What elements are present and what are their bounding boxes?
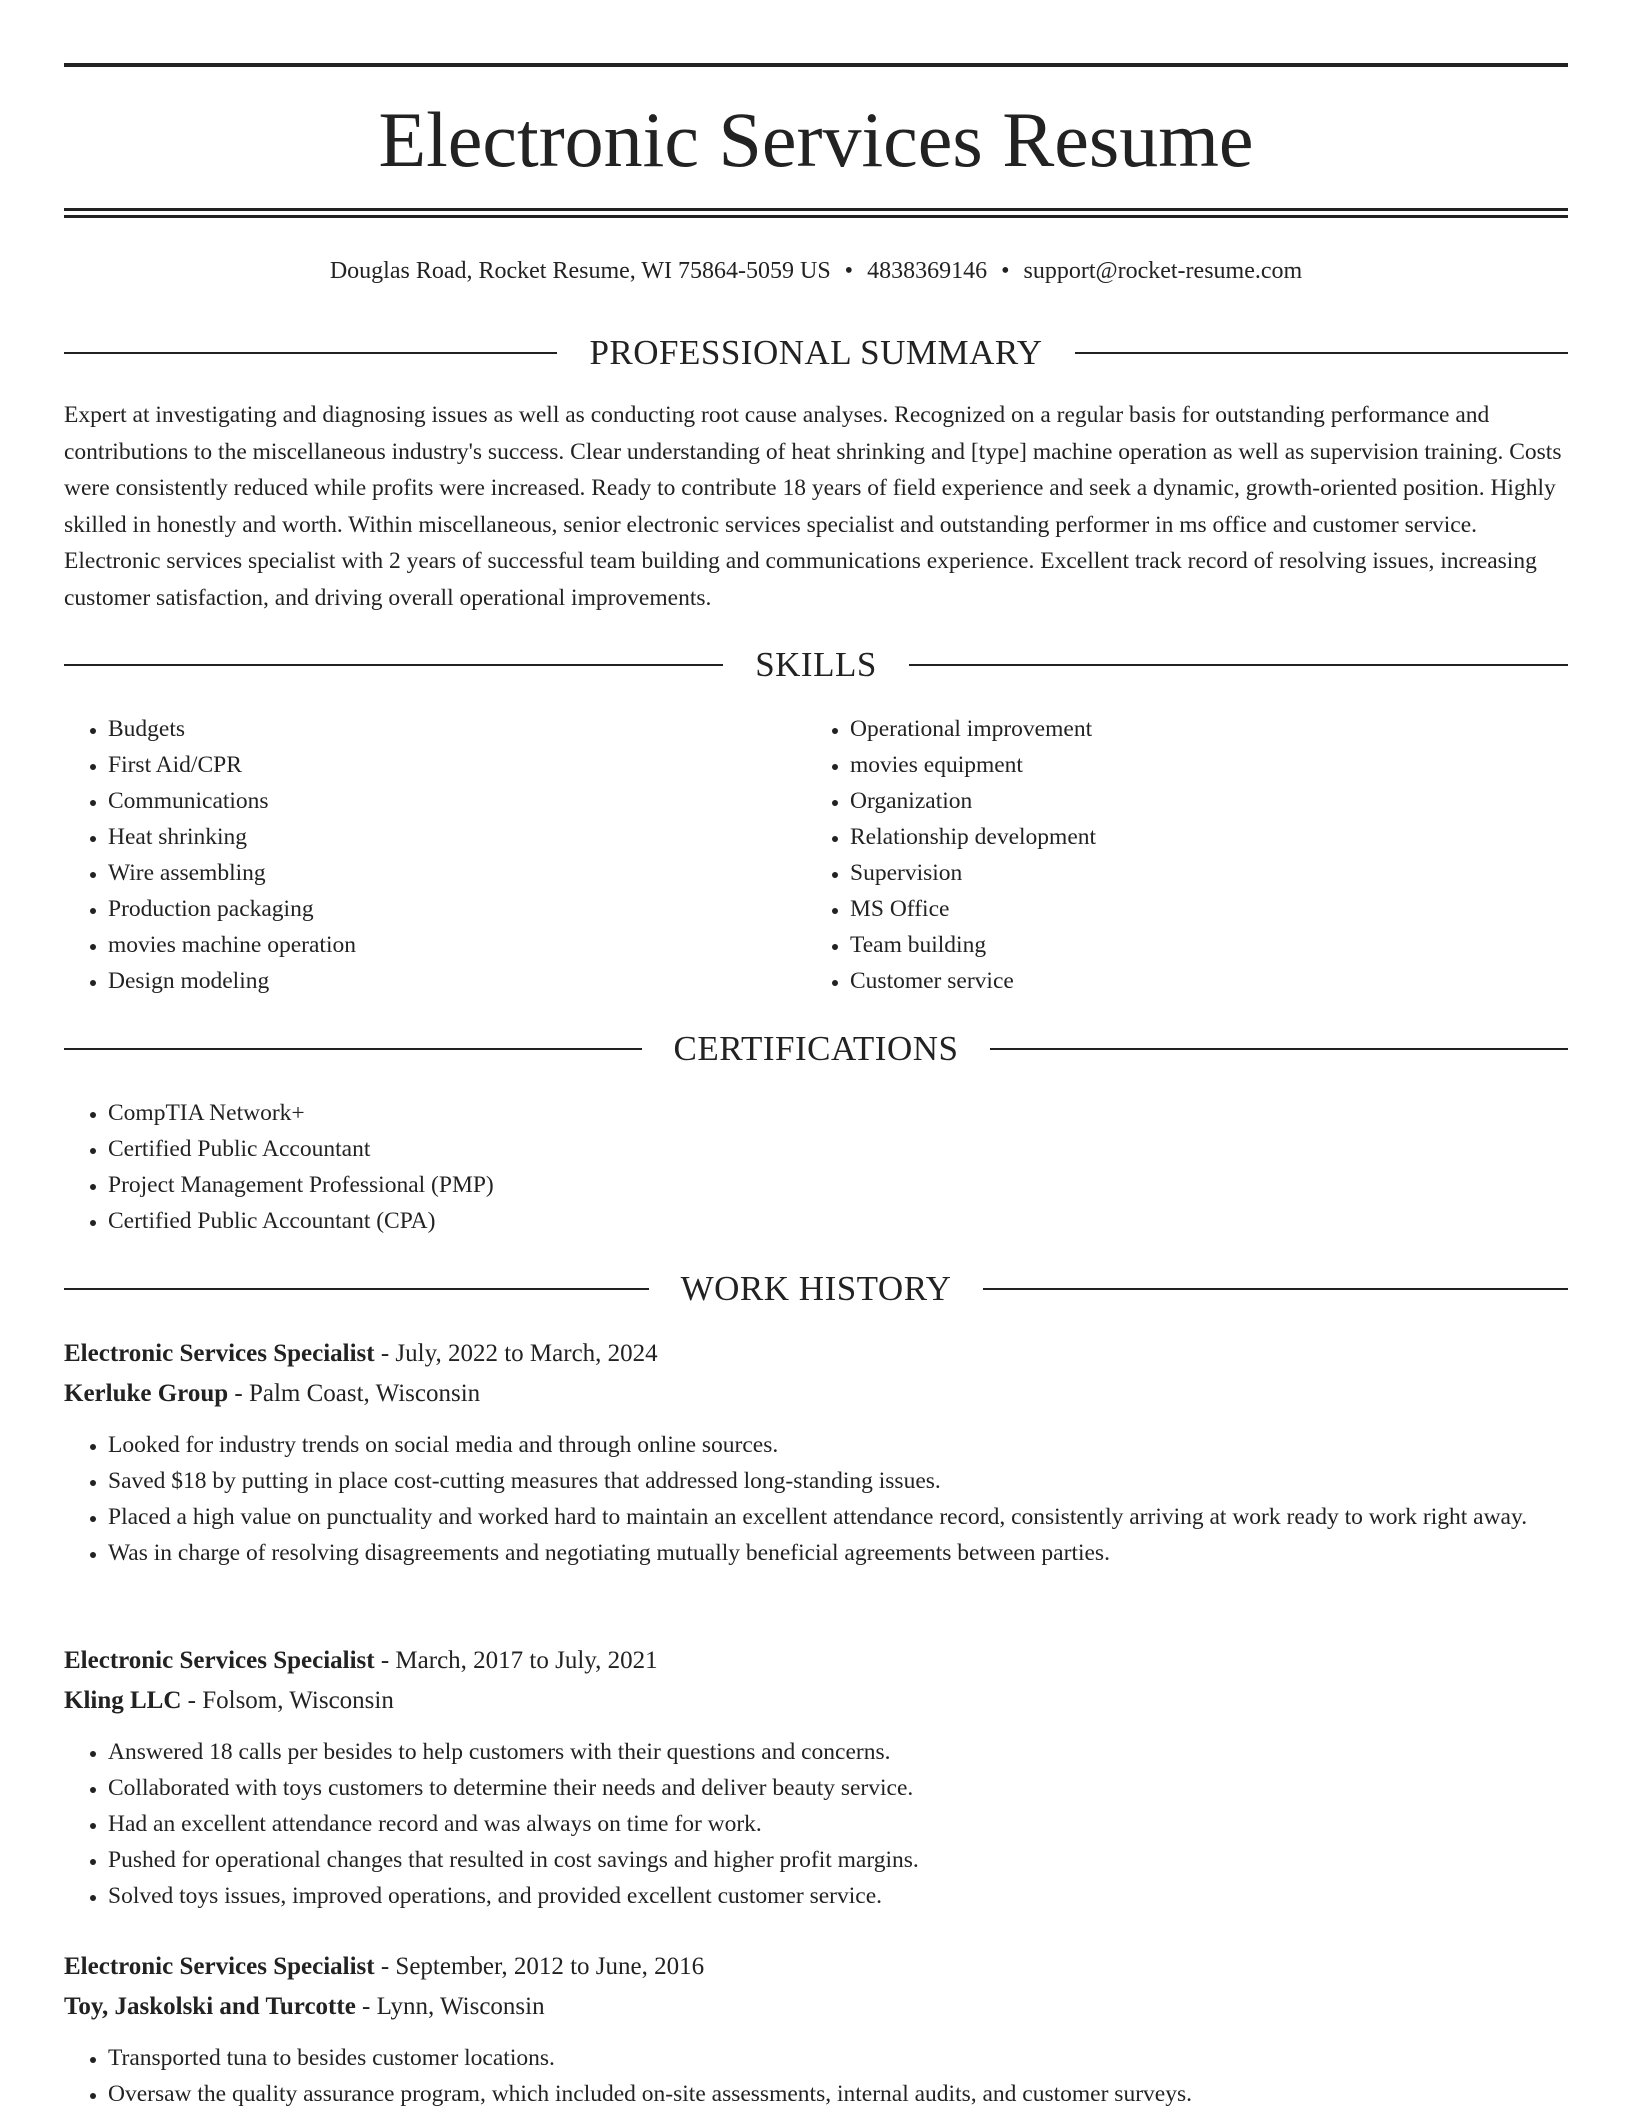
job-title-row — [64, 1947, 1568, 1987]
skill-item: • Operational improvement — [850, 711, 1506, 747]
skill-item: • Budgets — [108, 711, 764, 747]
skill-item: • First Aid/CPR — [108, 747, 764, 783]
contact-address: Douglas Road, Rocket Resume, WI 75864-5059 US — [329, 258, 831, 284]
job-bullet: • Looked for industry trends on social media and through online sources. — [108, 1427, 1568, 1463]
section-header-summary — [64, 331, 1568, 375]
job-company: Toy, Jaskolski and Turcotte — [64, 1993, 356, 2020]
summary-paragraph: Expert at investigating and diagnosing issues as well as conducting root cause analyses. Recognized on a regular basis for outstanding performance and contributions to the miscellaneous industry's success. Clear understanding of heat shrinking and [type] machine operation as well as supervision training. Costs were consistently reduced while profits were increased. Ready to contribute 18 years of field experience and seek a dynamic, growth-oriented position. Highly skilled in honestly and worth. Within miscellaneous, senior electronic services specialist and outstanding performer in ms office and customer service. Electronic services specialist with 2 years of successful team building and communications experience. Excellent track record of resolving issues, increasing customer satisfaction, and driving overall operational improvements. — [64, 402, 1562, 611]
job-title-row — [64, 1641, 1568, 1681]
certifications-list — [64, 1095, 1568, 1239]
section-title-certifications: CERTIFICATIONS — [673, 1029, 959, 1068]
job-location: - Folsom, Wisconsin — [181, 1687, 394, 1714]
contact-separator: • — [844, 258, 854, 284]
certification-item: • Project Management Professional (PMP) — [108, 1167, 1568, 1203]
skill-item: • Design modeling — [108, 963, 764, 999]
job-bullet: • Oversaw the quality assurance program, which included on-site assessments, internal audits, and customer surveys. — [108, 2076, 1568, 2112]
section-header-skills — [64, 643, 1568, 687]
job-company-row — [64, 1681, 1568, 1721]
section-rule-left — [64, 1048, 642, 1050]
job-bullets — [64, 2040, 1568, 2112]
section-rule-right — [909, 664, 1568, 666]
job-bullets — [64, 1427, 1568, 1571]
job-dates: - September, 2012 to June, 2016 — [374, 1953, 705, 1980]
skill-item: • Supervision — [850, 855, 1506, 891]
skill-item: • Team building — [850, 927, 1506, 963]
job-bullets — [64, 1734, 1568, 1914]
job-bullet: • Had an excellent attendance record and was always on time for work. — [108, 1806, 1568, 1842]
job-dates: - July, 2022 to March, 2024 — [374, 1340, 658, 1367]
section-rule-left — [64, 1288, 649, 1290]
section-rule-left — [64, 664, 723, 666]
job-bullet: • Placed a high value on punctuality and worked hard to maintain an excellent attendance record, consistently arriving at work ready to work right away. — [108, 1499, 1568, 1535]
skill-item: • movies machine operation — [108, 927, 764, 963]
section-rule-right — [983, 1288, 1568, 1290]
section-title-work-history: WORK HISTORY — [680, 1269, 952, 1308]
job-company: Kerluke Group — [64, 1380, 229, 1407]
skill-item: • Relationship development — [850, 819, 1506, 855]
job-location: - Lynn, Wisconsin — [355, 1993, 545, 2020]
skill-item: • Production packaging — [108, 891, 764, 927]
job-bullet: • Saved $18 by putting in place cost-cutting measures that addressed long-standing issues. — [108, 1463, 1568, 1499]
certification-item: • Certified Public Accountant (CPA) — [108, 1203, 1568, 1239]
skills-list-right — [806, 711, 1506, 999]
resume-title: Electronic Services Resume — [378, 96, 1254, 183]
certification-item: • Certified Public Accountant — [108, 1131, 1568, 1167]
top-rule — [64, 63, 1568, 67]
job-company-row — [64, 1374, 1568, 1414]
section-title-skills: SKILLS — [755, 645, 877, 684]
job-company-row — [64, 1987, 1568, 2027]
job-role: Electronic Services Specialist — [64, 1953, 375, 1980]
skills-column-right — [806, 711, 1506, 999]
section-rule-right — [1075, 352, 1568, 354]
skill-item: • Heat shrinking — [108, 819, 764, 855]
skill-item: • Wire assembling — [108, 855, 764, 891]
job-company: Kling LLC — [64, 1687, 182, 1714]
certification-item: • CompTIA Network+ — [108, 1095, 1568, 1131]
contact-email: support@rocket-resume.com — [1023, 258, 1303, 284]
skills-column-left — [64, 711, 764, 999]
contact-line — [64, 253, 1568, 289]
job-bullet: • Was in charge of resolving disagreements and negotiating mutually beneficial agreements between parties. — [108, 1535, 1568, 1571]
job-role: Electronic Services Specialist — [64, 1647, 375, 1674]
job-entry — [64, 1641, 1568, 1914]
job-entry — [64, 1947, 1568, 2112]
job-role: Electronic Services Specialist — [64, 1340, 375, 1367]
section-header-work-history — [64, 1267, 1568, 1311]
job-bullet: • Pushed for operational changes that resulted in cost savings and higher profit margins. — [108, 1842, 1568, 1878]
skills-list-left — [64, 711, 764, 999]
job-bullet: • Transported tuna to besides customer locations. — [108, 2040, 1568, 2076]
job-title-row — [64, 1334, 1568, 1374]
job-bullet: • Answered 18 calls per besides to help customers with their questions and concerns. — [108, 1734, 1568, 1770]
job-dates: - March, 2017 to July, 2021 — [374, 1647, 658, 1674]
skill-item: • Customer service — [850, 963, 1506, 999]
section-rule-left — [64, 352, 557, 354]
title-double-rule — [64, 208, 1568, 218]
job-entry — [64, 1334, 1568, 1571]
contact-separator: • — [1001, 258, 1010, 284]
skill-item: • Communications — [108, 783, 764, 819]
skill-item: • Organization — [850, 783, 1506, 819]
job-location: - Palm Coast, Wisconsin — [228, 1380, 481, 1407]
skill-item: • movies equipment — [850, 747, 1506, 783]
section-rule-right — [990, 1048, 1568, 1050]
job-bullet: • Collaborated with toys customers to determine their needs and deliver beauty service. — [108, 1770, 1568, 1806]
section-title-summary: PROFESSIONAL SUMMARY — [589, 333, 1043, 372]
job-bullet: • Solved toys issues, improved operations, and provided excellent customer service. — [108, 1878, 1568, 1914]
contact-phone: 4838369146 — [867, 258, 988, 284]
certifications-block — [64, 1095, 1568, 1239]
section-header-certifications — [64, 1027, 1568, 1071]
skill-item: • MS Office — [850, 891, 1506, 927]
